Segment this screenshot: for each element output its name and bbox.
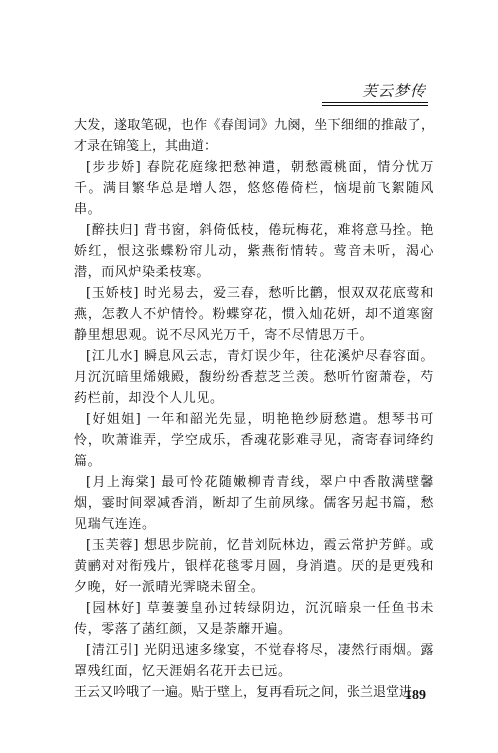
- intro-paragraph: 大发，遂取笔砚，也作《春闺词》九阕，坐下细细的推敲了，才录在锦笺上，其曲道：: [74, 118, 434, 154]
- page-number: 189: [405, 688, 426, 703]
- stanza-yu-jiao-zhi: [玉娇枝] 时光易去，爱三春，愁听比鹳，恨双双花底莺和燕，怎教人不炉情怜。粉蝶穿花，惯入灿花妍，却不道寒窗静里想思观。说不尽风光万千，寄不尽情思万千。: [74, 286, 434, 343]
- closing-paragraph: 王云又吟哦了一遍。贴于壁上，复再看玩之间，张兰退堂进: [74, 685, 413, 700]
- stanza-bu-bu-jiao: [步步娇] 春院花庭缘把愁神遣，朝愁霞桃面，情分忧万千。满目繁华总是增人怨，悠悠倦倚栏，恼堤前飞絮随风串。: [74, 160, 434, 217]
- stanza-yuan-lin-hao: [园林好] 草萋萋皇孙过转绿阴边，沉沉暗泉一任鱼书未传，零落了菡红颜，又是荼蘼开遍。: [74, 601, 434, 637]
- stanza-qing-jiang-yin: [清江引] 光阴迅速多缘宴，不觉春将尽，凄然行雨烟。露罩残红面，忆天涯娟名花开去已远。: [74, 643, 434, 679]
- header-rule: [322, 102, 428, 106]
- stanza-jiang-er-shui: [江儿水] 瞬息风云志，青灯误少年，往花溪炉尽春容面。月沉沉暗里烯娥殿，馥纷纷香惹芝兰羡。愁听竹窗萧卷，芍药栏前，却没个人儿见。: [74, 349, 434, 406]
- stanza-yue-shang-hai-tang: [月上海棠] 最可怜花随嫩柳青青线，翠户中香散满壁馨烟，霎时间翠减香消，断却了生前夙缘。儒客另起书篇，愁见瑞气连连。: [74, 475, 434, 532]
- running-title: 芙云梦传: [361, 82, 426, 100]
- stanza-yu-fu-rong: [玉芙蓉] 想思步院前，忆昔刘阮林边，霞云常护芳鲜。或黄鹂对对衔残片，银样花毯零月圆，身消遣。厌的是更残和夕晚，好一派晴光霁晓未留全。: [74, 538, 434, 595]
- stanza-zui-fu-gui: [醉扶归] 背书窗，斜倚低枝，倦玩梅花，难将意马拴。艳娇红，恨这张蝶粉帘儿动，紫燕衔情转。莺音未听，渴心潜，而风炉染柔枝寒。: [74, 223, 434, 280]
- stanza-hao-jie-jie: [好姐姐] 一年和韶光先显，明艳艳纱厨愁遣。想琴书可怜，吹萧谁弄，学空成乐，香魂花影难寻见，斋寄春词绛约篇。: [74, 412, 434, 469]
- body-text: [74, 115, 434, 703]
